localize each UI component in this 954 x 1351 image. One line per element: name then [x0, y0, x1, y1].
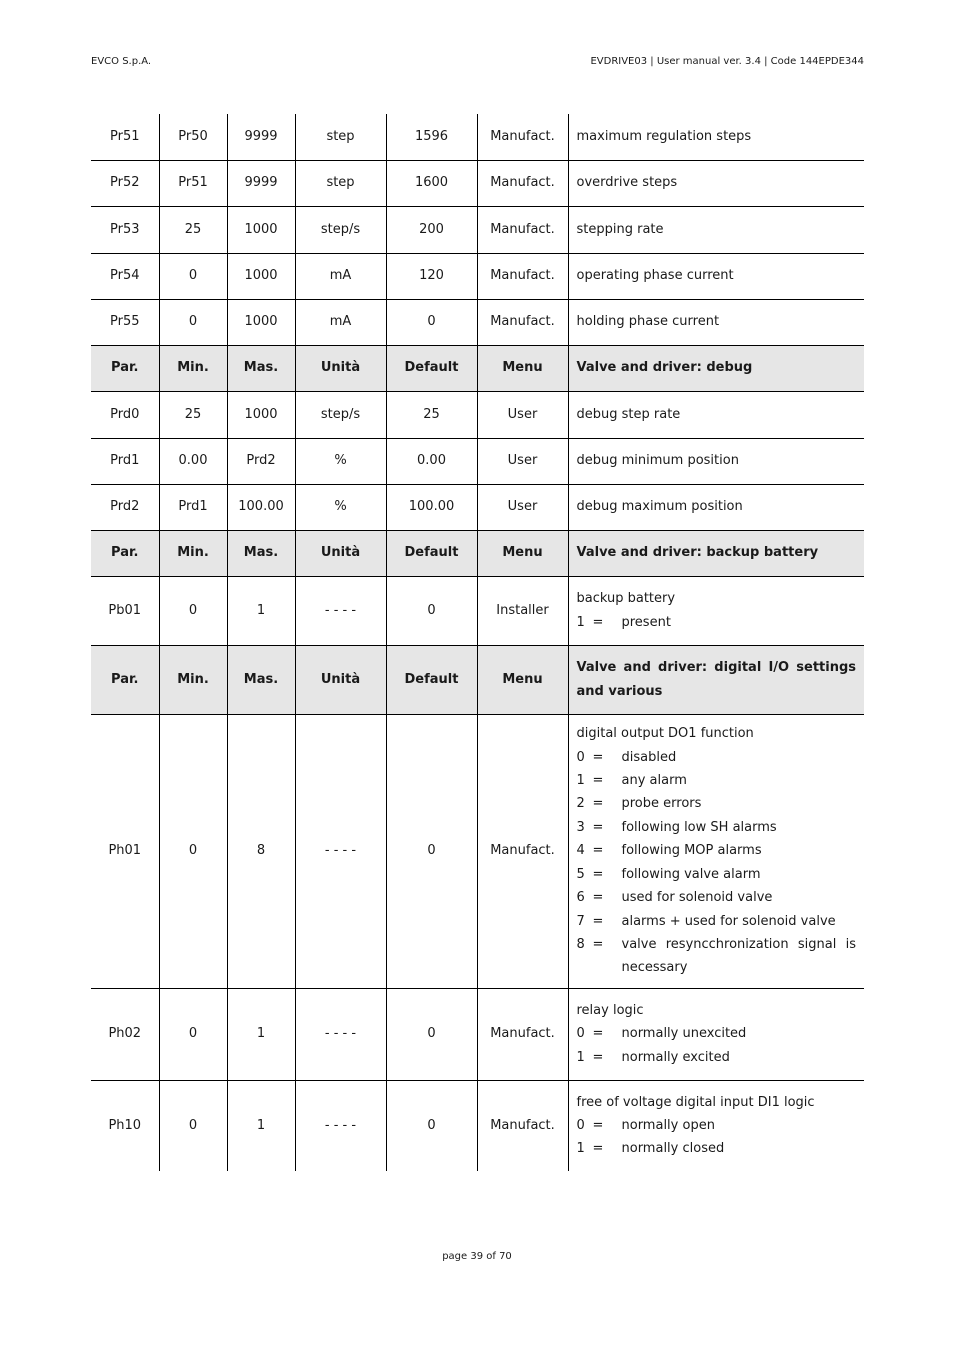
min-cell: Min. [159, 530, 227, 576]
option-text: valve resyncchronization signal is necessary [621, 936, 856, 976]
max-cell: Prd2 [227, 438, 295, 484]
option-line [577, 839, 857, 862]
default-cell: Default [386, 345, 477, 391]
table-header-row [91, 530, 864, 576]
menu-cell: User [477, 391, 568, 438]
menu-cell: User [477, 484, 568, 530]
description-text: Valve and driver: debug [576, 360, 753, 376]
equals-sign: = [592, 1049, 604, 1065]
option-line [577, 1046, 857, 1069]
option-value: 8 [576, 936, 585, 952]
min-cell: 0 [159, 988, 227, 1080]
equals-sign: = [592, 1141, 604, 1157]
menu-cell: Manufact. [477, 114, 568, 160]
par-cell: Ph02 [91, 988, 159, 1080]
equals-sign: = [592, 819, 604, 835]
default-cell: 0 [386, 299, 477, 345]
par-cell: Prd2 [91, 484, 159, 530]
description-cell [568, 530, 864, 576]
menu-cell: Manufact. [477, 299, 568, 345]
equals-sign: = [592, 796, 604, 812]
par-cell: Pr53 [91, 206, 159, 253]
option-line [577, 816, 857, 839]
max-cell: 1 [227, 576, 295, 645]
default-cell: 100.00 [386, 484, 477, 530]
min-cell: Pr51 [159, 160, 227, 206]
table-row [91, 988, 864, 1080]
min-cell: 0 [159, 714, 227, 988]
par-cell: Pr54 [91, 253, 159, 299]
max-cell: Mas. [227, 530, 295, 576]
unit-cell: % [295, 438, 386, 484]
table-header-row [91, 345, 864, 391]
page-number: page 39 of 70 [442, 1251, 512, 1262]
header-company: EVCO S.p.A. [91, 56, 152, 67]
max-cell: 1 [227, 1080, 295, 1171]
option-line [577, 611, 857, 634]
unit-cell: - - - - [295, 714, 386, 988]
par-cell: Ph10 [108, 1118, 142, 1134]
option-text: disabled [621, 749, 677, 765]
max-cell: Mas. [227, 645, 295, 714]
option-line [577, 1022, 857, 1045]
menu-cell: Menu [477, 345, 568, 391]
min-cell: 25 [159, 391, 227, 438]
max-cell: 9999 [227, 160, 295, 206]
table-row [91, 391, 864, 438]
description-cell [568, 391, 864, 438]
min-cell: Prd1 [159, 484, 227, 530]
min-cell: Min. [159, 345, 227, 391]
description-cell [568, 484, 864, 530]
equals-sign: = [592, 913, 604, 929]
max-cell: Mas. [227, 345, 295, 391]
description-text: stepping rate [576, 221, 664, 237]
max-cell: 1000 [227, 299, 295, 345]
par-cell: Pr55 [91, 299, 159, 345]
equals-sign: = [592, 890, 604, 906]
option-line [577, 1137, 857, 1160]
option-text: present [621, 614, 671, 630]
option-text: following MOP alarms [621, 843, 762, 859]
table-header-row [91, 645, 864, 714]
default-cell: Default [386, 645, 477, 714]
min-cell: 25 [159, 206, 227, 253]
unit-cell: - - - - [295, 1080, 386, 1171]
menu-cell: Menu [477, 530, 568, 576]
equals-sign: = [592, 614, 604, 630]
equals-sign: = [592, 749, 604, 765]
max-cell: 1000 [227, 253, 295, 299]
option-value: 1 [576, 614, 585, 630]
option-text: any alarm [621, 773, 687, 789]
description-cell [568, 206, 864, 253]
option-line [577, 769, 857, 792]
description-text: backup battery [576, 591, 676, 607]
menu-cell: User [477, 438, 568, 484]
default-cell: 0 [386, 714, 477, 988]
par-cell: Par. [91, 530, 159, 576]
par-cell: Par. [91, 345, 159, 391]
option-value: 7 [576, 913, 585, 929]
description-text: operating phase current [576, 268, 734, 284]
unit-cell: step [295, 160, 386, 206]
min-cell: Min. [159, 645, 227, 714]
option-value: 6 [576, 890, 585, 906]
option-text: following valve alarm [621, 866, 761, 882]
description-text: debug maximum position [576, 499, 743, 515]
option-value: 4 [576, 843, 585, 859]
table-row [91, 576, 864, 645]
option-line [577, 746, 857, 769]
max-cell: 1000 [227, 391, 295, 438]
option-value: 5 [576, 866, 585, 882]
menu-cell: Manufact. [477, 253, 568, 299]
description-cell [568, 714, 864, 988]
par-cell: Pr52 [91, 160, 159, 206]
par-cell: Pr51 [91, 114, 159, 160]
equals-sign: = [592, 936, 604, 952]
table-row [91, 714, 864, 988]
option-text: alarms + used for solenoid valve [621, 913, 836, 929]
min-cell: Pr50 [159, 114, 227, 160]
min-cell: 0 [159, 299, 227, 345]
par-cell: Par. [91, 645, 159, 714]
option-text: following low SH alarms [621, 819, 777, 835]
unit-cell: Unità [295, 345, 386, 391]
default-cell: 0 [386, 1080, 477, 1171]
table-row [91, 484, 864, 530]
description-text: debug step rate [576, 406, 681, 422]
option-text: probe errors [621, 796, 702, 812]
default-cell: 25 [386, 391, 477, 438]
description-text: relay logic [576, 1002, 644, 1018]
min-cell: 0 [159, 253, 227, 299]
table-row [91, 1080, 864, 1171]
default-cell: 1596 [386, 114, 477, 160]
description-text: Valve and driver: backup battery [576, 545, 819, 561]
unit-cell: step/s [295, 206, 386, 253]
option-text: normally unexcited [621, 1026, 747, 1042]
default-cell: Default [386, 530, 477, 576]
menu-cell: Menu [477, 645, 568, 714]
default-cell: 1600 [386, 160, 477, 206]
option-value: 0 [576, 749, 585, 765]
header-doc-info: EVDRIVE03 | User manual ver. 3.4 | Code 144EPDE344 [590, 56, 864, 67]
description-text: holding phase current [576, 314, 720, 330]
equals-sign: = [592, 1118, 604, 1134]
table-row [91, 114, 864, 160]
default-cell: 200 [386, 206, 477, 253]
option-line [577, 886, 857, 909]
par-cell: Prd0 [91, 391, 159, 438]
option-text: normally excited [621, 1049, 730, 1065]
option-value: 1 [576, 773, 585, 789]
default-cell: 0 [386, 576, 477, 645]
description-cell [568, 988, 864, 1080]
option-text: normally open [621, 1118, 715, 1134]
option-value: 0 [576, 1026, 585, 1042]
unit-cell: - - - - [295, 576, 386, 645]
equals-sign: = [592, 866, 604, 882]
unit-cell: mA [295, 253, 386, 299]
option-line [577, 910, 857, 933]
option-value: 1 [576, 1049, 585, 1065]
parameter-table-body [91, 114, 864, 1171]
description-text: overdrive steps [576, 175, 678, 191]
description-cell [568, 345, 864, 391]
menu-cell: Manufact. [477, 1080, 568, 1171]
menu-cell: Installer [477, 576, 568, 645]
description-cell [568, 576, 864, 645]
min-cell: 0 [159, 1080, 227, 1171]
unit-cell: step/s [295, 391, 386, 438]
table-row [91, 438, 864, 484]
table-row [91, 206, 864, 253]
option-value: 3 [576, 819, 585, 835]
par-cell: Pb01 [91, 576, 159, 645]
description-cell [568, 253, 864, 299]
menu-cell: Manufact. [477, 206, 568, 253]
description-text: Valve and driver: digital I/O settings and various [576, 660, 856, 699]
description-text: maximum regulation steps [576, 129, 752, 145]
max-cell: 1 [227, 988, 295, 1080]
unit-cell: - - - - [295, 988, 386, 1080]
equals-sign: = [592, 773, 604, 789]
description-cell [568, 160, 864, 206]
menu-cell: Manufact. [477, 988, 568, 1080]
unit-cell: step [295, 114, 386, 160]
equals-sign: = [592, 1026, 604, 1042]
par-cell: Prd1 [91, 438, 159, 484]
option-line [577, 1114, 857, 1137]
max-cell: 9999 [227, 114, 295, 160]
option-value: 0 [576, 1118, 585, 1134]
option-text: used for solenoid valve [621, 890, 773, 906]
parameter-table [91, 114, 864, 1171]
unit-cell: Unità [295, 530, 386, 576]
unit-cell: mA [295, 299, 386, 345]
unit-cell: Unità [295, 645, 386, 714]
max-cell: 8 [227, 714, 295, 988]
par-cell: Ph01 [91, 714, 159, 988]
description-cell [568, 299, 864, 345]
menu-cell: Manufact. [477, 160, 568, 206]
description-text: digital output DO1 function [576, 726, 754, 742]
default-cell: 120 [386, 253, 477, 299]
menu-cell: Manufact. [477, 714, 568, 988]
equals-sign: = [592, 843, 604, 859]
description-text: free of voltage digital input DI1 logic [576, 1094, 815, 1110]
default-cell: 0.00 [386, 438, 477, 484]
description-text: debug minimum position [576, 453, 739, 469]
min-cell: 0.00 [159, 438, 227, 484]
table-row [91, 160, 864, 206]
option-line [577, 792, 857, 815]
option-line [577, 933, 857, 980]
unit-cell: % [295, 484, 386, 530]
description-cell [568, 114, 864, 160]
description-cell [568, 645, 864, 714]
description-cell [568, 438, 864, 484]
table-row [91, 253, 864, 299]
max-cell: 1000 [227, 206, 295, 253]
option-value: 1 [576, 1141, 585, 1157]
max-cell: 100.00 [227, 484, 295, 530]
option-value: 2 [576, 796, 585, 812]
default-cell: 0 [386, 988, 477, 1080]
min-cell: 0 [159, 576, 227, 645]
table-row [91, 299, 864, 345]
option-line [577, 863, 857, 886]
option-text: normally closed [621, 1141, 725, 1157]
description-cell [568, 1080, 864, 1171]
